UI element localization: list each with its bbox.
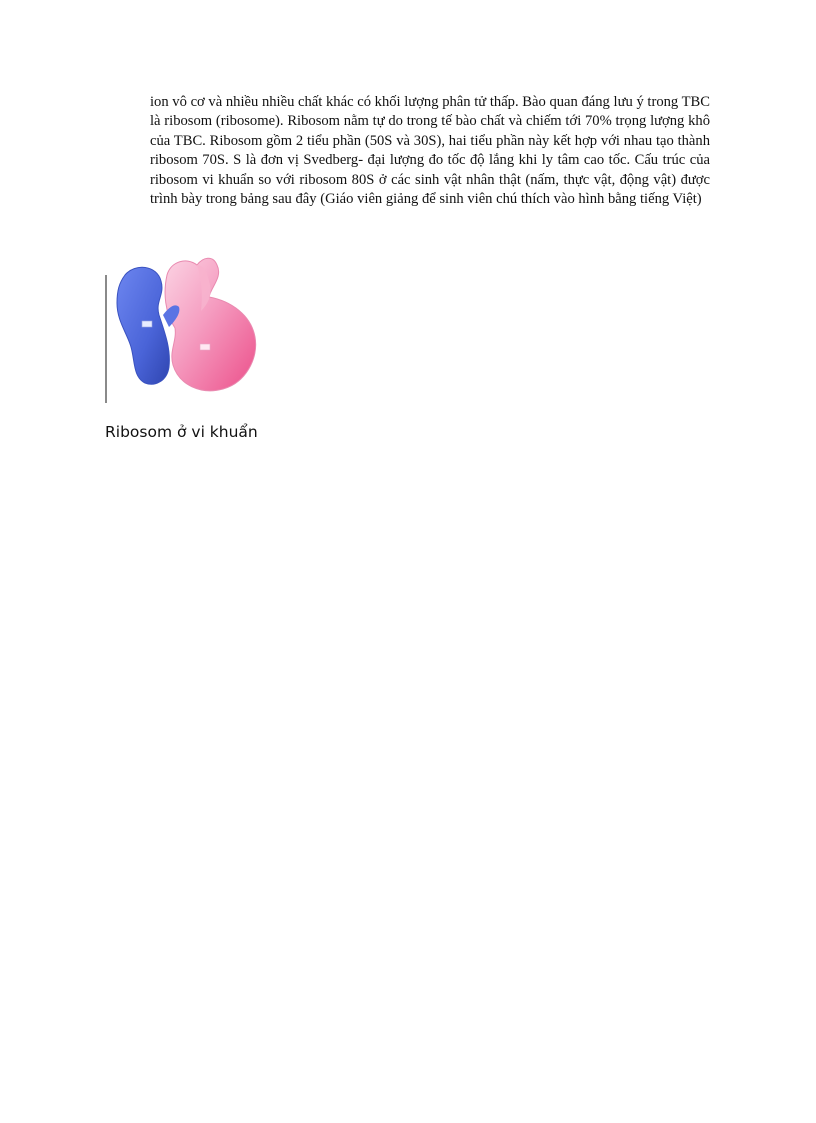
ribosome-illustration-icon <box>105 253 260 405</box>
large-subunit-shape <box>165 258 256 391</box>
figure-caption: Ribosom ở vi khuẩn <box>105 423 258 441</box>
body-paragraph: ion vô cơ và nhiều nhiều chất khác có khối lượng phân tử thấp. Bào quan đáng lưu ý trong TBC là ribosom (ribosome). Ribosom nằm tự do trong tế bào chất và chiếm tới 70% trọng lượng khô của TBC. Ribosom gồm 2 tiểu phần (50S và 30S), hai tiểu phần này kết hợp với nhau tạo thành ribosom 70S. S là đơn vị Svedberg- đại lượng đo tốc độ lắng khi ly tâm cao tốc. Cấu trúc của ribosom vi khuẩn so với ribosom 80S ở các sinh vật nhân thật (nấm, thực vật, động vật) được trình bày trong bảng sau đây (Giáo viên giảng để sinh viên chú thích vào hình bằng tiếng Việt) <box>150 94 710 208</box>
ribosome-figure <box>105 253 260 405</box>
